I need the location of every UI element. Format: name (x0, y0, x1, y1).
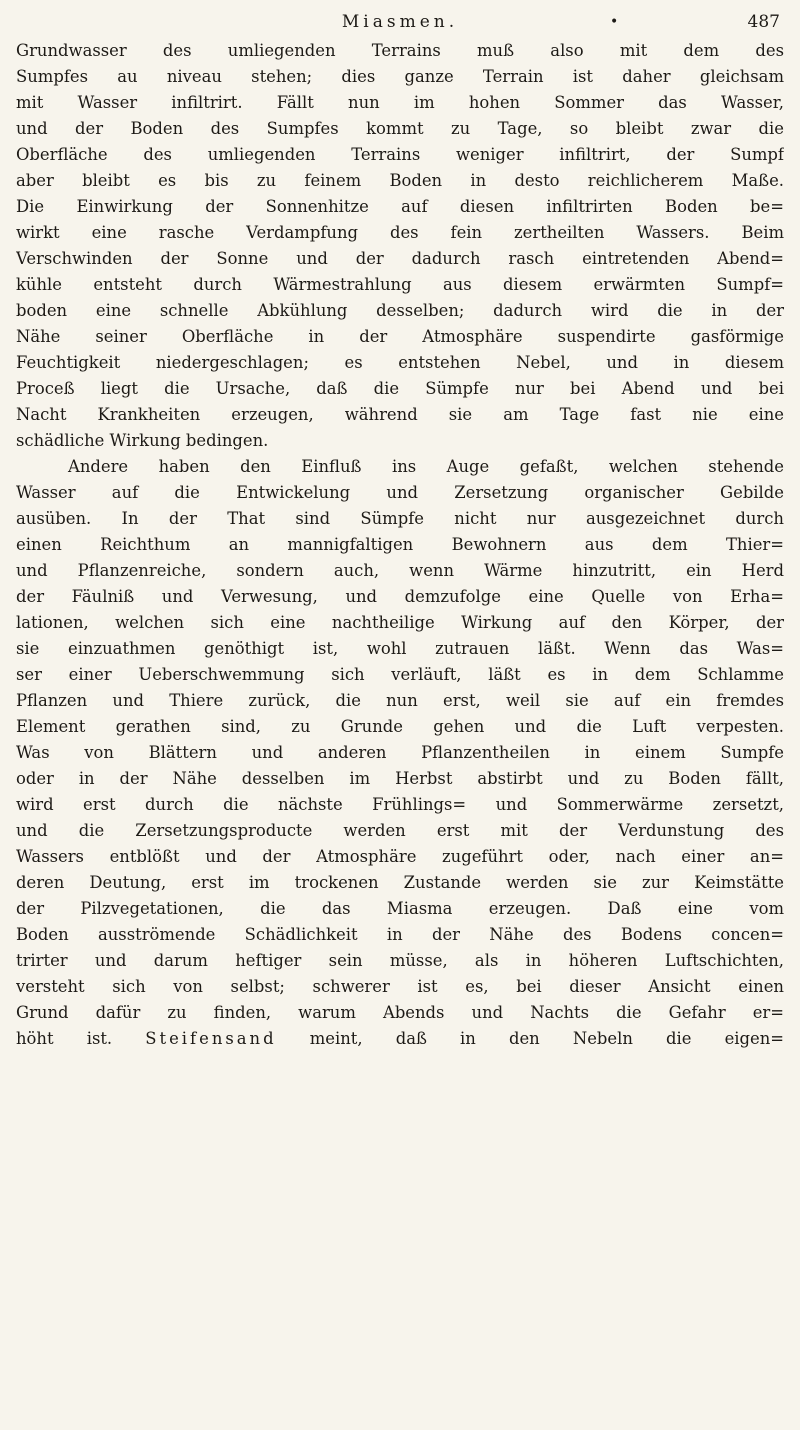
cited-author-name: Steifensand (145, 1029, 277, 1048)
text-line: ausüben. In der That sind Sümpfe nicht nur ausgezeichnet durch (16, 509, 784, 528)
text-line: Nacht Krankheiten erzeugen, während sie am Tage fast nie eine (16, 405, 784, 424)
text-line: Nähe seiner Oberfläche in der Atmosphäre suspendirte gasförmige (16, 327, 784, 346)
text-line: einen Reichthum an mannigfaltigen Bewohnern aus dem Thier= (16, 535, 784, 554)
text-line: Andere haben den Einfluß ins Auge gefaßt, welchen stehende (68, 457, 784, 476)
running-head-dot: • (610, 14, 619, 30)
text-line: versteht sich von selbst; schwerer ist es, bei dieser Ansicht einen (16, 977, 784, 996)
text-line: lationen, welchen sich eine nachtheilige Wirkung auf den Körper, der (16, 613, 784, 632)
text-line: der Fäulniß und Verwesung, und demzufolge eine Quelle von Erha= (16, 587, 784, 606)
text-line-final (16, 1026, 784, 1052)
text-line: aber bleibt es bis zu feinem Boden in desto reichlicherem Maße. (16, 171, 784, 190)
text-line: boden eine schnelle Abkühlung desselben; dadurch wird die in der (16, 301, 784, 320)
text-line: schädliche Wirkung bedingen. (16, 431, 269, 450)
text-line: der Pilzvegetationen, die das Miasma erzeugen. Daß eine vom (16, 899, 784, 918)
text-line: wirkt eine rasche Verdampfung des fein zertheilten Wassers. Beim (16, 223, 784, 242)
text-line: Sumpfes au niveau stehen; dies ganze Terrain ist daher gleichsam (16, 67, 784, 86)
text-line: ser einer Ueberschwemmung sich verläuft, läßt es in dem Schlamme (16, 665, 784, 684)
text-line: Feuchtigkeit niedergeschlagen; es entstehen Nebel, und in diesem (16, 353, 784, 372)
text-line: Proceß liegt die Ursache, daß die Sümpfe nur bei Abend und bei (16, 379, 784, 398)
text-line: und Pflanzenreiche, sondern auch, wenn Wärme hinzutritt, ein Herd (16, 561, 784, 580)
body-text (16, 38, 784, 1052)
final-line-start: höht ist. (16, 1029, 113, 1048)
text-line: Die Einwirkung der Sonnenhitze auf diesen infiltrirten Boden be= (16, 197, 784, 216)
text-line: Element gerathen sind, zu Grunde gehen und die Luft verpesten. (16, 717, 784, 736)
text-line: wird erst durch die nächste Frühlings= und Sommerwärme zersetzt, (16, 795, 784, 814)
text-line: Pflanzen und Thiere zurück, die nun erst, weil sie auf ein fremdes (16, 691, 784, 710)
text-line: trirter und darum heftiger sein müsse, als in höheren Luftschichten, (16, 951, 784, 970)
final-line-end: meint, daß in den Nebeln die eigen= (309, 1029, 784, 1048)
text-line: sie einzuathmen genöthigt ist, wohl zutrauen läßt. Wenn das Was= (16, 639, 784, 658)
text-line: und die Zersetzungsproducte werden erst mit der Verdunstung des (16, 821, 784, 840)
paragraph-2 (16, 454, 784, 1052)
text-line: deren Deutung, erst im trockenen Zustande werden sie zur Keimstätte (16, 873, 784, 892)
text-line: Verschwinden der Sonne und der dadurch rasch eintretenden Abend= (16, 249, 784, 268)
text-line: Grundwasser des umliegenden Terrains muß also mit dem des (16, 41, 784, 60)
text-line: und der Boden des Sumpfes kommt zu Tage, so bleibt zwar die (16, 119, 784, 138)
text-line: mit Wasser infiltrirt. Fällt nun im hohen Sommer das Wasser, (16, 93, 784, 112)
text-line: Grund dafür zu finden, warum Abends und Nachts die Gefahr er= (16, 1003, 784, 1022)
running-head (0, 12, 800, 38)
text-line: kühle entsteht durch Wärmestrahlung aus diesem erwärmten Sumpf= (16, 275, 784, 294)
text-line: Boden ausströmende Schädlichkeit in der Nähe des Bodens concen= (16, 925, 784, 944)
page-number: 487 (747, 12, 780, 32)
text-line: Wasser auf die Entwickelung und Zersetzung organischer Gebilde (16, 483, 784, 502)
paragraph-1 (16, 38, 784, 454)
text-line: Wassers entblößt und der Atmosphäre zugeführt oder, nach einer an= (16, 847, 784, 866)
text-line: oder in der Nähe desselben im Herbst abstirbt und zu Boden fällt, (16, 769, 784, 788)
text-line: Oberfläche des umliegenden Terrains weniger infiltrirt, der Sumpf (16, 145, 784, 164)
running-head-title: Miasmen. (341, 12, 459, 32)
text-line: Was von Blättern und anderen Pflanzentheilen in einem Sumpfe (16, 743, 784, 762)
